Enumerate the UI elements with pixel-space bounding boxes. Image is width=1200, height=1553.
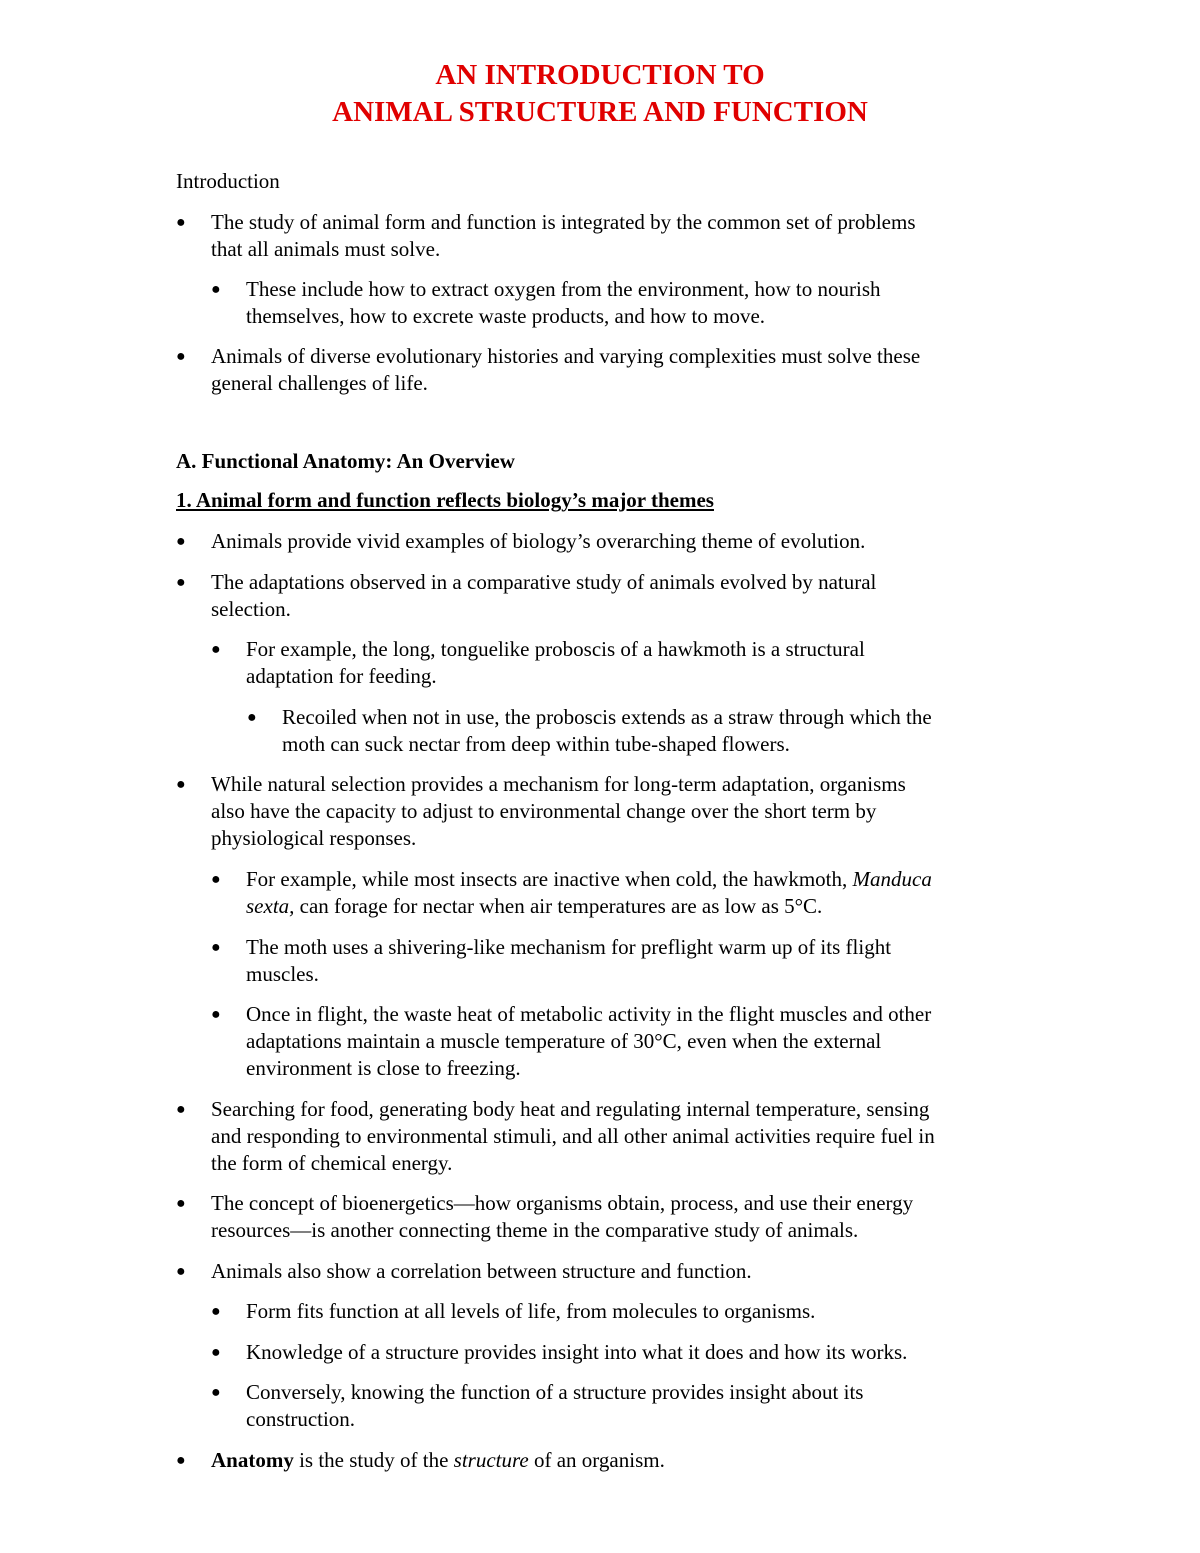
section-a-bullet-14-line-1: Conversely, knowing the function of a structure provides insight about its — [246, 1380, 864, 1404]
bullet-dot-icon: ● — [176, 1452, 186, 1469]
section-a-bullet-9-line-2: and responding to environmental stimuli, and all other animal activities require fuel in — [211, 1124, 935, 1148]
section-a-heading: A. Functional Anatomy: An Overview — [176, 449, 515, 473]
section-a-bullet-6-line-2: sexta, can forage for nectar when air temperatures are as low as 5°C. — [246, 894, 823, 918]
bullet-dot-icon: ● — [176, 574, 186, 591]
bullet-dot-icon: ● — [176, 348, 186, 365]
section-a-bullet-3-line-2: adaptation for feeding. — [246, 664, 437, 688]
intro-bullet-3-line-1: Animals of diverse evolutionary histories and varying complexities must solve these — [211, 344, 921, 368]
bullet-dot-icon: ● — [211, 281, 221, 298]
section-a-bullet-10-line-1: The concept of bioenergetics—how organisms obtain, process, and use their energy — [211, 1191, 914, 1215]
bullet-dot-icon: ● — [211, 641, 221, 658]
bullet-dot-icon: ● — [211, 1303, 221, 1320]
section-a-bullet-3-line-1: For example, the long, tonguelike proboscis of a hawkmoth is a structural — [246, 637, 865, 661]
intro-bullet-3-line-2: general challenges of life. — [211, 371, 428, 395]
section-a-bullet-5-line-1: While natural selection provides a mechanism for long-term adaptation, organisms — [211, 772, 906, 796]
section-a-bullet-5-line-3: physiological responses. — [211, 826, 417, 850]
bullet-dot-icon: ● — [211, 939, 221, 956]
bullet-dot-icon: ● — [176, 1263, 186, 1280]
section-a-bullet-13: Knowledge of a structure provides insight into what it does and how its works. — [246, 1340, 908, 1364]
doc-title-line-2: ANIMAL STRUCTURE AND FUNCTION — [332, 96, 868, 128]
intro-heading: Introduction — [176, 169, 280, 193]
bullet-dot-icon: ● — [176, 214, 186, 231]
bullet-dot-icon: ● — [176, 1101, 186, 1118]
bullet-dot-icon: ● — [211, 1384, 221, 1401]
subsection-1-heading: 1. Animal form and function reflects biology’s major themes — [176, 488, 714, 512]
section-a-bullet-11: Animals also show a correlation between structure and function. — [211, 1259, 752, 1283]
section-a-bullet-2-line-2: selection. — [211, 597, 291, 621]
bullet-dot-icon: ● — [176, 776, 186, 793]
bullet-dot-icon: ● — [247, 709, 257, 726]
section-a-bullet-12: Form fits function at all levels of life, from molecules to organisms. — [246, 1299, 816, 1323]
bullet-dot-icon: ● — [176, 1195, 186, 1212]
section-a-bullet-5-line-2: also have the capacity to adjust to environmental change over the short term by — [211, 799, 877, 823]
section-a-bullet-8-line-2: adaptations maintain a muscle temperature of 30°C, even when the external — [246, 1029, 882, 1053]
section-a-bullet-9-line-3: the form of chemical energy. — [211, 1151, 453, 1175]
section-a-bullet-4-line-1: Recoiled when not in use, the proboscis extends as a straw through which the — [282, 705, 932, 729]
section-a-bullet-9-line-1: Searching for food, generating body heat and regulating internal temperature, sensing — [211, 1097, 930, 1121]
bullet-dot-icon: ● — [211, 1006, 221, 1023]
bullet-dot-icon: ● — [211, 871, 221, 888]
intro-bullet-2-line-1: These include how to extract oxygen from the environment, how to nourish — [246, 277, 881, 301]
intro-bullet-1-line-1: The study of animal form and function is integrated by the common set of problems — [211, 210, 916, 234]
section-a-bullet-8-line-3: environment is close to freezing. — [246, 1056, 521, 1080]
section-a-bullet-14-line-2: construction. — [246, 1407, 356, 1431]
bullet-dot-icon: ● — [176, 533, 186, 550]
section-a-bullet-6-line-1: For example, while most insects are inactive when cold, the hawkmoth, Manduca — [246, 867, 932, 891]
section-a-bullet-15: Anatomy is the study of the structure of an organism. — [211, 1448, 665, 1472]
section-a-bullet-10-line-2: resources—is another connecting theme in the comparative study of animals. — [211, 1218, 859, 1242]
section-a-bullet-7-line-1: The moth uses a shivering-like mechanism for preflight warm up of its flight — [246, 935, 892, 959]
section-a-bullet-4-line-2: moth can suck nectar from deep within tube-shaped flowers. — [282, 732, 790, 756]
bullet-dot-icon: ● — [211, 1344, 221, 1361]
section-a-bullet-2-line-1: The adaptations observed in a comparative study of animals evolved by natural — [211, 570, 877, 594]
doc-title-line-1: AN INTRODUCTION TO — [435, 59, 765, 91]
section-a-bullet-7-line-2: muscles. — [246, 962, 319, 986]
section-a-bullet-1: Animals provide vivid examples of biology’s overarching theme of evolution. — [211, 529, 866, 553]
section-a-bullet-8-line-1: Once in flight, the waste heat of metabolic activity in the flight muscles and other — [246, 1002, 932, 1026]
intro-bullet-1-line-2: that all animals must solve. — [211, 237, 441, 261]
intro-bullet-2-line-2: themselves, how to excrete waste products, and how to move. — [246, 304, 766, 328]
